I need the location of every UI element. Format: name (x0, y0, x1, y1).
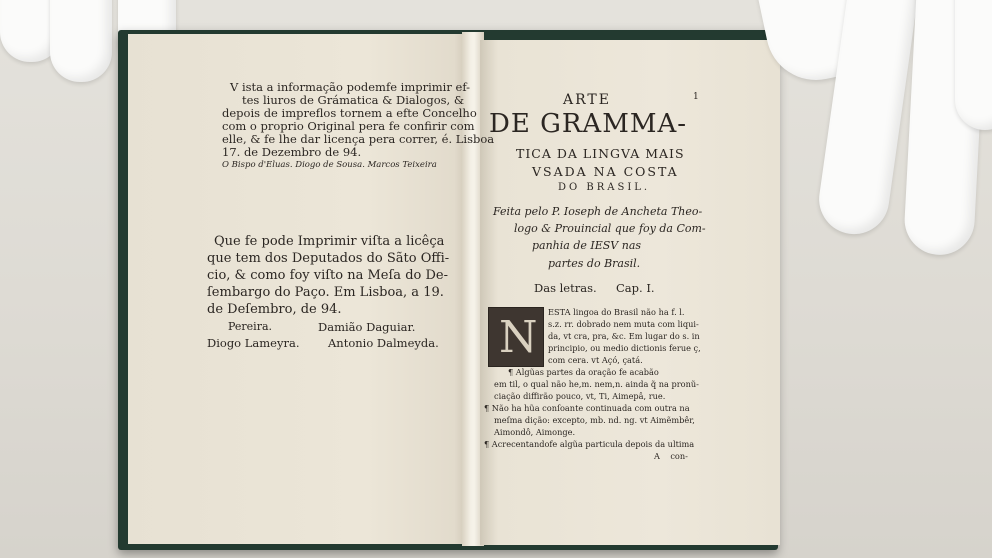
right-glove-finger-4 (955, 0, 992, 130)
body-line-7: em til, o qual não he,m. nem,n. ainda q̃ na pronũ- (494, 379, 699, 389)
title-line-2: DE GRAMMA- (489, 109, 688, 139)
license-line-6: 17. de Dezembro de 94. (222, 145, 362, 159)
license2-line-1: Que fe pode Imprimir viſta a licêça (214, 234, 445, 249)
section-heading: Das letras. (534, 281, 597, 295)
title-line-1: ARTE (563, 92, 611, 108)
body-line-6: ¶ Algũas partes da oração fe acabão (508, 367, 659, 377)
author-line-4: partes do Brasil. (548, 257, 641, 270)
body-line-4: principio, ou medio dictionis ferue ç, (548, 343, 701, 353)
body-line-8: ciação diffirão pouco, vt, Ti, Aimepâ, rue. (494, 391, 666, 401)
decorated-initial (488, 307, 544, 367)
license-signers: O Bispo d'Eluas. Diogo de Sousa. Marcos Teixeira (222, 160, 437, 170)
body-line-9: ¶ Não ha hũa conſoante continuada com outra na (484, 403, 690, 413)
author-line-3: panhia de IESV nas (532, 239, 642, 252)
license-line-2: tes liuros de Grámatica & Dialogos, & (242, 93, 465, 107)
license2-line-4: ſembargo do Paço. Em Lisboa, a 19. (207, 285, 444, 300)
license-line-4: com o proprio Original pera fe confirir com (222, 119, 475, 133)
license-line-5: elle, & fe lhe dar licença pera correr, é. Lisboa (222, 132, 495, 146)
license-line-1: V ista a informação podemfe imprimir ef- (230, 80, 471, 94)
signer-dalmeyda: Antonio Dalmeyda. (328, 336, 439, 350)
body-line-11: Aimondô, Aimonge. (494, 427, 576, 437)
license2-line-3: cio, & como foy viſto na Meſa do De- (207, 268, 448, 283)
chapter-heading: Cap. I. (616, 281, 655, 295)
body-line-12: ¶ Acrecentandofe algũa particula depois da ultima (484, 439, 695, 449)
body-line-1: ESTA lingoa do Brasil não ha f. l. (548, 307, 685, 317)
body-line-13: A con- (654, 451, 688, 461)
author-line-1: Feita pelo P. Ioseph de Ancheta Theo- (493, 205, 703, 218)
body-line-10: meſma dição: excepto, mb. nd. ng. vt Aimẽmbêr, (494, 415, 695, 425)
title-line-4: VSADA NA COSTA (532, 164, 679, 179)
body-line-5: com cera. vt Açó, çatá. (548, 355, 643, 365)
title-line-5: DO BRASIL. (558, 182, 651, 193)
left-glove-finger-2 (50, 0, 112, 82)
signer-lameyra: Diogo Lameyra. (207, 336, 300, 350)
license2-line-5: de Deſembro, de 94. (207, 302, 342, 317)
signer-daguiar: Damião Daguiar. (318, 320, 416, 334)
page-corner-mark: 1 (693, 92, 699, 102)
body-line-2: s.z. rr. dobrado nem muta com liqui- (548, 319, 699, 329)
title-line-3: TICA DA LINGVA MAIS (516, 146, 685, 161)
initial-letter: N (499, 312, 538, 363)
author-line-2: logo & Prouincial que foy da Com- (514, 222, 706, 235)
signer-pereira: Pereira. (228, 320, 273, 333)
body-line-3: da, vt cra, pra, &c. Em lugar do s. in (548, 331, 700, 341)
license-line-3: depois de impreflos tornem a efte Concelho (222, 106, 477, 120)
license2-line-2: que tem dos Deputados do Sãto Offi- (207, 251, 450, 266)
